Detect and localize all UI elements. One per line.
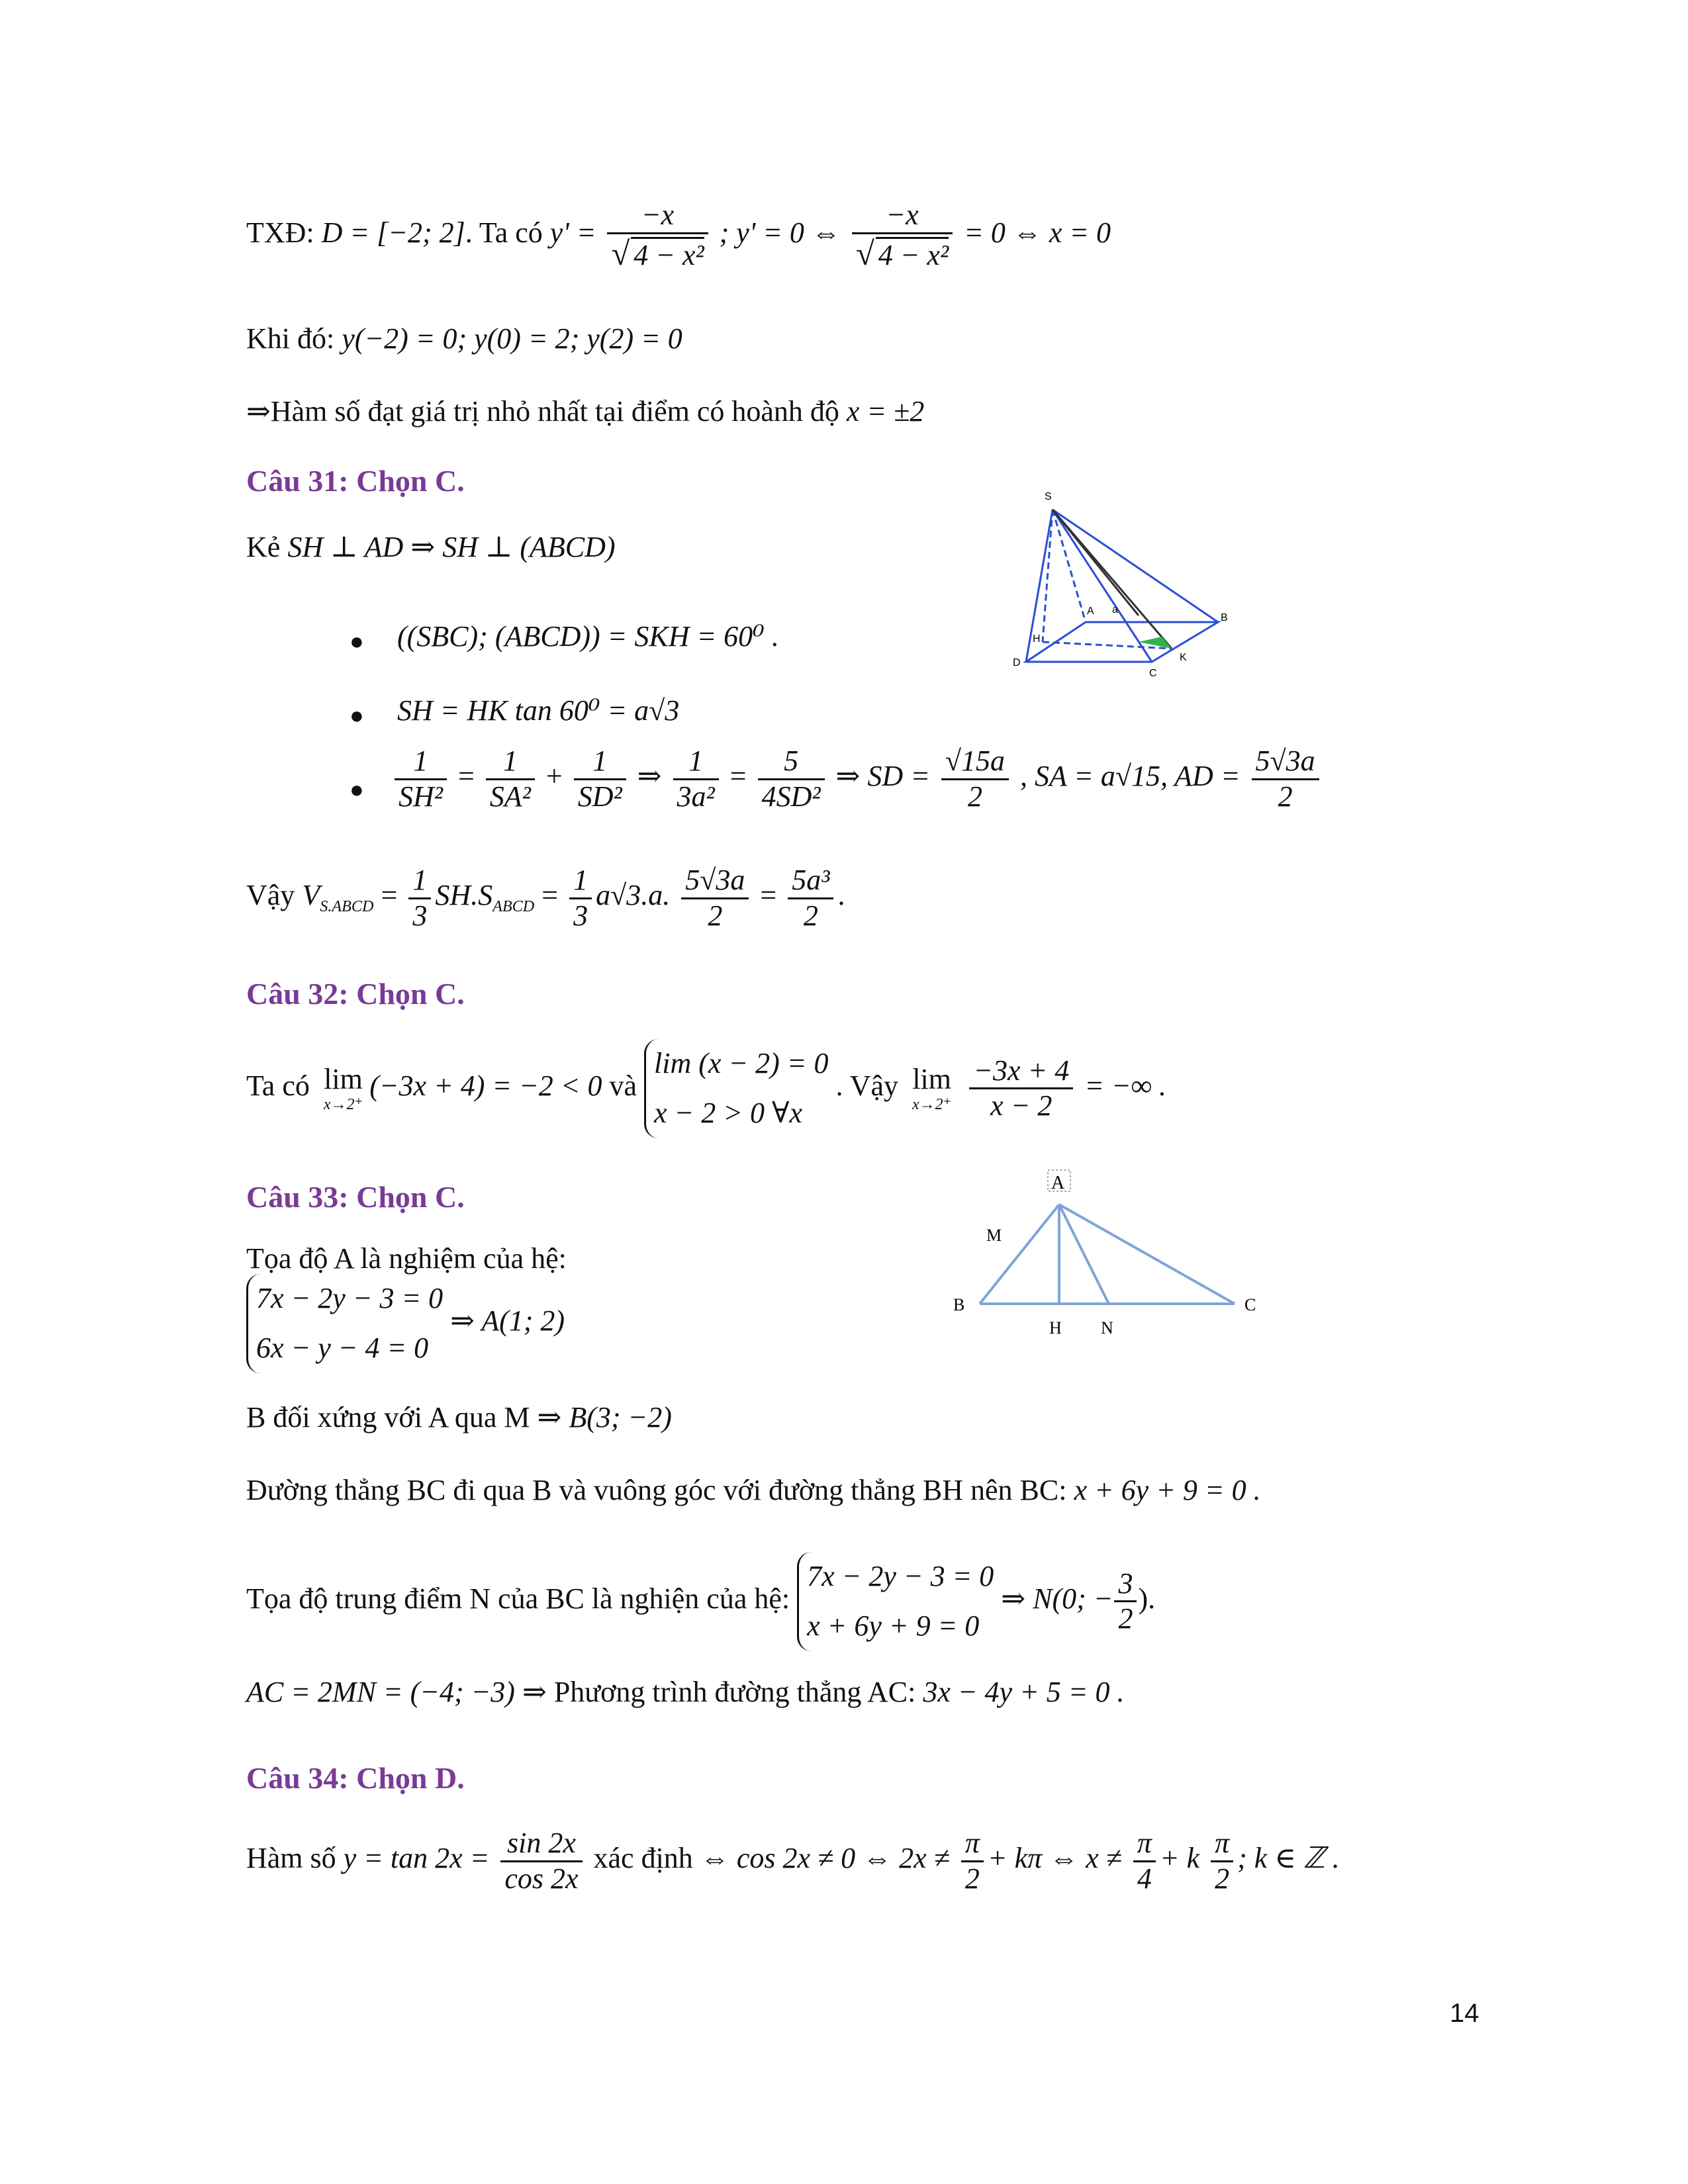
- q33-system: 7x − 2y − 3 = 0 6x − y − 4 = 0 ⇒ A(1; 2): [246, 1274, 565, 1373]
- bullet: ●: [350, 776, 364, 803]
- txd-den: 4 − x²: [631, 237, 704, 273]
- label-a: A: [1051, 1173, 1065, 1193]
- label-k: K: [1180, 652, 1187, 663]
- q34-heading: Câu 34: Chọn D.: [246, 1761, 465, 1795]
- q32-heading: Câu 32: Chọn C.: [246, 977, 465, 1011]
- label-a: A: [1087, 606, 1094, 617]
- label-h: H: [1033, 633, 1041, 645]
- conclusion-line: ⇒Hàm số đạt giá trị nhỏ nhất tại điểm có hoành độ x = ±2: [246, 395, 925, 428]
- conclusion-expr: x = ±2: [846, 395, 925, 428]
- q31-bullet-1: ((SBC); (ABCD)) = SKH = 60⁰ .: [397, 620, 779, 653]
- q31-bullet-2: SH = HK tan 60⁰ = a√3: [397, 694, 680, 727]
- triangle-figure: [940, 1165, 1284, 1363]
- bullet: ●: [350, 702, 364, 729]
- q34-line: Hàm số y = tan 2x = $\frac{\sin 2x}{\cos 2x}$ xác định ⇔ cos 2x ≠ 0 ⇔ 2x ≠ $\frac{\pi}{2}$ + kπ ⇔ x ≠ $\frac{\pi}{4}$ + k $\frac{\pi}{2}$ ; k ∈ ℤ .: [246, 1827, 1340, 1895]
- q31-vay-line: Vậy $V_{S.ABCD}$ = $\frac{1}{3}$ $SH.S_{ABCD}$ = $\frac{1}{3}$ a√3.a. $\frac{5√3a}{2}$ = $\frac{\text{5a³}}{2}$ .: [246, 864, 845, 932]
- q33-n-line: Tọa độ trung điểm N của BC là nghiện của hệ: 7x − 2y − 3 = 0 x + 6y + 9 = 0 ⇒ N(0; − $\frac{3}{2}$ ).: [246, 1552, 1155, 1651]
- label-c: C: [1149, 668, 1157, 679]
- label-h: H: [1049, 1318, 1062, 1338]
- txd-line: [246, 199, 1111, 273]
- txd-num: −x: [607, 199, 708, 234]
- label-s: S: [1045, 491, 1052, 502]
- txd-domain: D = [−2; 2]: [321, 216, 465, 249]
- txd-fraction-1: $\frac{-x}{\text{√ 4 − x²}}$: [607, 199, 708, 273]
- q33-heading: Câu 33: Chọn C.: [246, 1180, 465, 1214]
- label-m: M: [986, 1226, 1002, 1245]
- pyramid-figure: [1006, 483, 1244, 682]
- q33-intro: Tọa độ A là nghiệm của hệ:: [246, 1242, 567, 1275]
- label-n: N: [1101, 1318, 1113, 1338]
- q31-heading: Câu 31: Chọn C.: [246, 464, 465, 498]
- label-b: B: [1221, 612, 1228, 623]
- label-d: D: [1013, 657, 1021, 668]
- side-ab: [980, 1205, 1059, 1304]
- txd-derivative-label: y' =: [549, 216, 596, 249]
- txd-tail: = 0 ⇔ x = 0: [964, 216, 1111, 249]
- label-c: C: [1244, 1295, 1256, 1314]
- label-b: B: [953, 1295, 965, 1314]
- q31-bullet-3: $\frac{1}{\text{SH²}}$ = $\frac{1}{\text{SA²}}$ + $\frac{1}{\text{SD²}}$ ⇒ $\frac{1}{\text{3a²}}$ = $\frac{5}{\text{4SD²}}$ ⇒ SD = $\frac{√15a}{2}$ , SA = a√15, AD = $\frac{5√3a}{2}$: [391, 745, 1323, 813]
- q32-line: Ta có lim x→2⁺ (−3x + 4) = −2 < 0 và lim (x − 2) = 0 x − 2 > 0 ∀x . Vậy lim x→2⁺ $\frac{-3x + 4}{x - 2}$ = −∞ .: [246, 1039, 1166, 1138]
- q33-ac-line: AC = 2MN = (−4; −3) ⇒ Phương trình đường thẳng AC: 3x − 4y + 5 = 0 .: [246, 1676, 1125, 1708]
- txd-taco: . Ta có: [465, 216, 543, 249]
- txd-mid: ; y' = 0 ⇔: [719, 216, 841, 249]
- bullet: ●: [350, 628, 364, 655]
- q33-b-line: B đối xứng với A qua M ⇒ B(3; −2): [246, 1401, 672, 1433]
- q33-bc-line: Đường thẳng BC đi qua B và vuông góc với đường thẳng BH nên BC: x + 6y + 9 = 0 .: [246, 1474, 1261, 1506]
- txd-fraction-2: $\frac{-x}{\text{√ 4 − x²}}$: [852, 199, 953, 273]
- side-ac: [1059, 1205, 1235, 1304]
- khi-do-line: Khi đó: y(−2) = 0; y(0) = 2; y(2) = 0: [246, 322, 682, 355]
- khi-do-expr: y(−2) = 0; y(0) = 2; y(2) = 0: [342, 322, 682, 355]
- page-number: 14: [1450, 1999, 1479, 2028]
- q31-ke-line: Kẻ SH ⊥ AD ⇒ SH ⊥ (ABCD): [246, 531, 616, 563]
- label-a-small: a: [1112, 604, 1118, 615]
- txd-label: TXĐ:: [246, 216, 314, 249]
